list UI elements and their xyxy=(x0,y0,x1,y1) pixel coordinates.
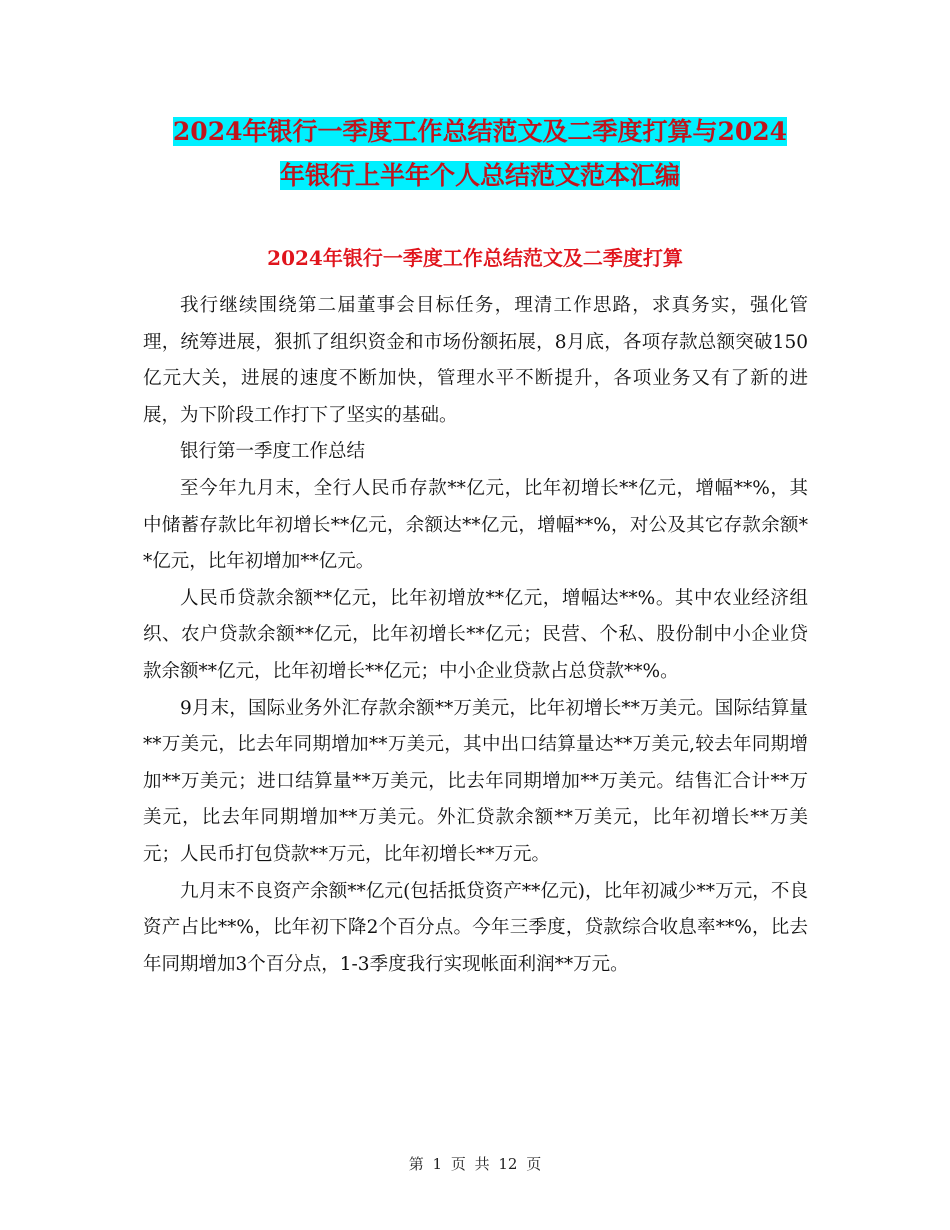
paragraph-subtitle: 银行第一季度工作总结 xyxy=(180,441,366,463)
paragraph-nonperforming: 九月末不良资产余额**亿元(包括抵贷资产**亿元)，比年初减少**万元，不良资产占比**%，比年初下降2个百分点。今年三季度，贷款综合收息率**%，比去年同期增加3个百分点，1-3季度我行实现帐面利润**万元。 xyxy=(143,880,808,975)
paragraph-international: 9月末，国际业务外汇存款余额**万美元，比年初增长**万美元。国际结算量**万美元，比去年同期增加**万美元，其中出口结算量达**万美元,较去年同期增加**万美元；进口结算量**万美元，比去年同期增加**万美元。结售汇合计**万美元，比去年同期增加**万美元。外汇贷款余额**万美元，比年初增长**万美元；人民币打包贷款**万元，比年初增长**万元。 xyxy=(143,697,808,865)
paragraph-intro: 我行继续围绕第二届董事会目标任务，理清工作思路，求真务实，强化管理，统筹进展，狠抓了组织资金和市场份额拓展，8月底，各项存款总额突破150亿元大关，进展的速度不断加快，管理水平不断提升，各项业务又有了新的进展，为下阶段工作打下了坚实的基础。 xyxy=(143,295,808,426)
section-heading: 2024年银行一季度工作总结范文及二季度打算 xyxy=(267,246,683,270)
document-title xyxy=(130,110,830,198)
document-title-line-2: 年银行上半年个人总结范文范本汇编 xyxy=(279,161,680,190)
document-title-line-1: 2024年银行一季度工作总结范文及二季度打算与2024 xyxy=(172,117,788,146)
paragraph-deposits: 至今年九月末，全行人民币存款**亿元，比年初增长**亿元，增幅**%，其中储蓄存款比年初增长**亿元，余额达**亿元，增幅**%，对公及其它存款余额**亿元，比年初增加**亿元。 xyxy=(143,477,808,573)
page-footer: 第 1 页 共 12 页 xyxy=(408,1155,542,1173)
document-body xyxy=(143,288,808,983)
paragraph-loans: 人民币贷款余额**亿元，比年初增放**亿元，增幅达**%。其中农业经济组织、农户贷款余额**亿元，比年初增长**亿元；民营、个私、股份制中小企业贷款余额**亿元，比年初增长**亿元；中小企业贷款占总贷款**%。 xyxy=(143,587,808,682)
